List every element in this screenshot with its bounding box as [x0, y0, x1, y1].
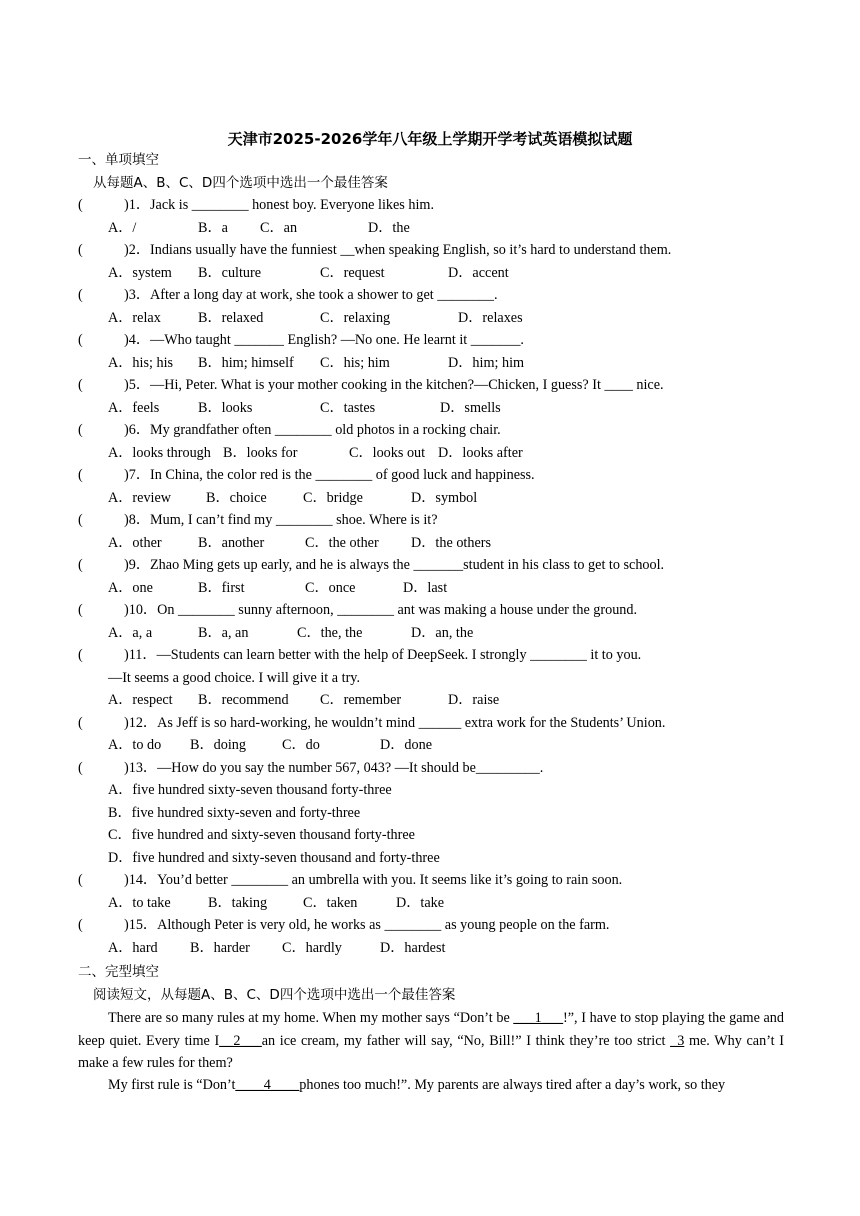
answer-bracket[interactable]: ( — [78, 422, 83, 438]
option-b[interactable]: B．first — [198, 579, 245, 596]
question-10 — [78, 600, 637, 620]
blank-1: ___1___ — [513, 1010, 564, 1026]
option-b[interactable]: B．looks — [198, 399, 253, 416]
passage-text: an ice cream, my father will say, “No, Bill!” I think they’re too strict — [261, 1032, 671, 1049]
question-stem: 9．Zhao Ming gets up early, and he is always the _______student in his class to get to school. — [128, 557, 665, 573]
option-a[interactable]: A．his; his — [108, 354, 174, 371]
question-3 — [78, 285, 498, 305]
answer-bracket-close: ) — [124, 377, 129, 393]
answer-bracket-close: ) — [124, 242, 129, 258]
question-stem: 14．You’d better ________ an umbrella with you. It seems like it’s going to rain soon. — [128, 872, 623, 888]
answer-bracket-close: ) — [124, 287, 129, 303]
question-15 — [78, 915, 609, 935]
passage-text: My first rule is “Don’t — [108, 1077, 236, 1093]
option-d[interactable]: D．looks after — [438, 444, 523, 461]
answer-bracket[interactable]: ( — [78, 557, 83, 573]
question-14 — [78, 870, 622, 890]
question-stem: 12．As Jeff is so hard-working, he wouldn’t mind ______ extra work for the Students’ Union. — [128, 714, 666, 731]
option-c[interactable]: C．bridge — [303, 489, 363, 506]
answer-bracket-close: ) — [124, 647, 129, 663]
answer-bracket-close: ) — [124, 602, 129, 618]
option-b[interactable]: B．him; himself — [198, 354, 294, 371]
question-stem: 13．—How do you say the number 567, 043? —It should be_________. — [128, 759, 544, 776]
option-c[interactable]: C．looks out — [349, 444, 426, 461]
option-a[interactable]: A．review — [108, 489, 172, 506]
option-c[interactable]: C．hardly — [282, 939, 342, 956]
option-a[interactable]: A．to do — [108, 737, 162, 753]
option-d[interactable]: D．an, the — [411, 624, 474, 641]
answer-bracket[interactable]: ( — [78, 917, 83, 933]
question-2 — [78, 240, 671, 260]
question-stem: 3．After a long day at work, she took a shower to get ________. — [128, 287, 498, 303]
question-13 — [78, 758, 543, 778]
blank-2: __2___ — [219, 1032, 262, 1049]
answer-bracket-close: ) — [124, 872, 129, 888]
section-2-instruction: 阅读短文，从每题A、B、C、D四个选项中选出一个最佳答案 — [93, 987, 456, 1003]
option-d[interactable]: D．relaxes — [458, 309, 523, 326]
passage-text: !”, I have to stop playing the game and keep quiet. Every time I — [78, 1010, 784, 1049]
question-stem: 1．Jack is ________ honest boy. Everyone likes him. — [128, 197, 434, 213]
option-c[interactable]: C．relaxing — [320, 309, 391, 326]
option-b[interactable]: B．five hundred sixty-seven and forty-three — [108, 804, 361, 821]
option-d[interactable]: D．him; him — [448, 354, 525, 371]
answer-bracket[interactable]: ( — [78, 759, 83, 776]
question-stem: 15．Although Peter is very old, he works as ________ as young people on the farm. — [128, 917, 610, 933]
question-4 — [78, 330, 524, 350]
passage-paragraph-1 — [78, 1007, 784, 1075]
option-d[interactable]: D．hardest — [380, 939, 446, 956]
question-7 — [78, 465, 535, 485]
option-c[interactable]: C．request — [320, 264, 385, 281]
option-d[interactable]: D．five hundred and sixty-seven thousand and forty-three — [108, 849, 440, 866]
option-a[interactable]: A．a, a — [108, 624, 153, 641]
passage-paragraph-2 — [78, 1074, 784, 1098]
section-2-heading: 二、完型填空 — [78, 964, 159, 980]
answer-bracket-close: ) — [124, 467, 129, 483]
option-d[interactable]: D．last — [403, 579, 448, 596]
question-stem: 7．In China, the color red is the ________ of good luck and happiness. — [128, 467, 535, 483]
blank-3: _3 — [670, 1032, 685, 1049]
option-b[interactable]: B．recommend — [198, 692, 289, 708]
option-b[interactable]: B．harder — [190, 939, 250, 956]
question-stem-continued: —It seems a good choice. I will give it a try. — [108, 669, 361, 686]
option-a[interactable]: A．one — [108, 579, 153, 596]
answer-bracket-close: ) — [124, 197, 129, 213]
option-d[interactable]: D．the — [368, 219, 410, 236]
option-c[interactable]: C．five hundred and sixty-seven thousand forty-three — [108, 827, 415, 843]
option-b[interactable]: B．taking — [208, 894, 268, 911]
answer-bracket-close: ) — [124, 422, 129, 438]
answer-bracket-close: ) — [124, 714, 129, 731]
option-c[interactable]: C．an — [260, 219, 298, 236]
question-8 — [78, 510, 438, 530]
question-stem: 11．—Students can learn better with the help of DeepSeek. I strongly ________ it to you. — [128, 647, 642, 663]
option-c[interactable]: C．the, the — [297, 624, 363, 641]
option-b[interactable]: B．culture — [198, 264, 262, 281]
question-11 — [78, 645, 641, 665]
option-a[interactable]: A．respect — [108, 692, 173, 708]
option-c[interactable]: C．remember — [320, 692, 402, 708]
answer-bracket-close: ) — [124, 759, 129, 776]
option-b[interactable]: B．looks for — [223, 444, 298, 461]
answer-bracket[interactable]: ( — [78, 647, 83, 663]
question-stem: 10．On ________ sunny afternoon, ________ ant was making a house under the ground. — [128, 602, 638, 618]
answer-bracket-close: ) — [124, 332, 129, 348]
option-c[interactable]: C．tastes — [320, 399, 376, 416]
option-a[interactable]: A．other — [108, 534, 162, 551]
option-b[interactable]: B．doing — [190, 737, 246, 753]
answer-bracket-close: ) — [124, 917, 129, 933]
passage-text: phones too much!”. My parents are always tired after a day’s work, so they — [299, 1077, 726, 1093]
question-stem: 5．—Hi, Peter. What is your mother cooking in the kitchen?—Chicken, I guess? It ____ nice. — [128, 377, 664, 393]
answer-bracket-close: ) — [124, 512, 129, 528]
option-c[interactable]: C．his; him — [320, 354, 390, 371]
option-a[interactable]: A．system — [108, 264, 172, 281]
option-d[interactable]: D．accent — [448, 264, 509, 281]
section-1-heading: 一、单项填空 — [78, 152, 159, 168]
option-a[interactable]: A．five hundred sixty-seven thousand forty-three — [108, 782, 392, 798]
option-c[interactable]: C．taken — [303, 894, 358, 911]
passage-text: me. Why can’t I make a few rules for them? — [78, 1032, 784, 1071]
option-c[interactable]: C．the other — [305, 534, 379, 551]
option-b[interactable]: B．a — [198, 219, 228, 236]
answer-bracket[interactable]: ( — [78, 242, 83, 258]
option-d[interactable]: D．done — [380, 737, 433, 753]
option-c[interactable]: C．do — [282, 737, 320, 753]
answer-bracket[interactable]: ( — [78, 197, 83, 213]
answer-bracket[interactable]: ( — [78, 287, 83, 303]
option-b[interactable]: B．choice — [206, 489, 267, 506]
option-c[interactable]: C．once — [305, 579, 356, 596]
option-a[interactable]: A．/ — [108, 219, 137, 236]
option-b[interactable]: B．relaxed — [198, 309, 264, 326]
question-6 — [78, 420, 501, 440]
page-title: 天津市2025-2026学年八年级上学期开学考试英语模拟试题 — [227, 130, 633, 148]
option-a[interactable]: A．looks through — [108, 444, 211, 461]
section-1-instruction: 从每题A、B、C、D四个选项中选出一个最佳答案 — [93, 175, 388, 191]
question-9 — [78, 555, 664, 575]
option-a[interactable]: A．to take — [108, 894, 171, 911]
question-12 — [78, 713, 665, 733]
answer-bracket-close: ) — [124, 557, 129, 573]
option-d[interactable]: D．raise — [448, 692, 500, 708]
option-a[interactable]: A．hard — [108, 939, 158, 956]
blank-4: ____4____ — [235, 1077, 300, 1093]
answer-bracket[interactable]: ( — [78, 377, 83, 393]
question-stem: 8．Mum, I can’t find my ________ shoe. Where is it? — [128, 512, 438, 528]
answer-bracket[interactable]: ( — [78, 467, 83, 483]
option-a[interactable]: A．feels — [108, 399, 160, 416]
option-b[interactable]: B．another — [198, 534, 265, 551]
passage-text: There are so many rules at my home. When my mother says “Don’t be — [108, 1010, 514, 1026]
answer-bracket[interactable]: ( — [78, 602, 83, 618]
answer-bracket[interactable]: ( — [78, 332, 83, 348]
option-d[interactable]: D．the others — [411, 534, 491, 551]
question-5 — [78, 375, 664, 395]
option-d[interactable]: D．smells — [440, 399, 501, 416]
option-d[interactable]: D．symbol — [411, 489, 478, 506]
question-stem: 4．—Who taught _______ English? —No one. He learnt it _______. — [128, 332, 524, 348]
option-a[interactable]: A．relax — [108, 309, 161, 326]
question-stem: 2．Indians usually have the funniest __when speaking English, so it’s hard to understand them. — [128, 242, 672, 258]
answer-bracket[interactable]: ( — [78, 714, 83, 731]
question-stem: 6．My grandfather often ________ old photos in a rocking chair. — [128, 422, 501, 438]
answer-bracket[interactable]: ( — [78, 872, 83, 888]
option-d[interactable]: D．take — [396, 894, 445, 911]
option-b[interactable]: B．a, an — [198, 624, 249, 641]
answer-bracket[interactable]: ( — [78, 512, 83, 528]
question-1 — [78, 195, 434, 215]
